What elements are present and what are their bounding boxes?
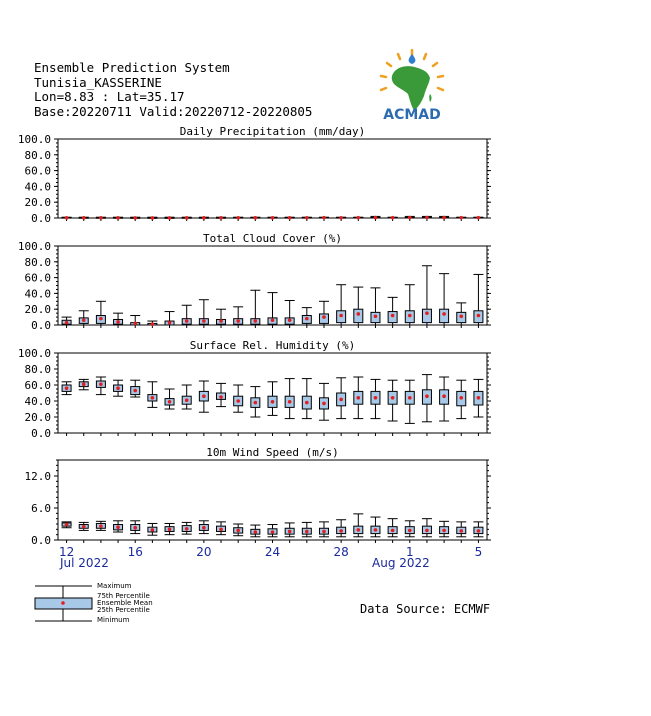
mean-marker — [151, 216, 155, 220]
y-tick-label: 100.0 — [17, 347, 51, 360]
y-tick-label: 0.0 — [31, 212, 51, 225]
y-tick-label: 100.0 — [17, 240, 51, 253]
mean-marker — [99, 317, 103, 321]
mean-marker — [357, 312, 361, 316]
mean-marker — [425, 394, 429, 398]
mean-marker — [116, 386, 120, 390]
mean-marker — [82, 382, 86, 386]
y-tick-label: 60.0 — [24, 164, 51, 178]
mean-marker — [322, 530, 326, 534]
mean-marker — [82, 318, 86, 322]
y-tick-label: 20.0 — [24, 411, 51, 424]
x-tick-label: 1 — [405, 545, 414, 559]
y-tick-label: 80.0 — [24, 363, 51, 376]
mean-marker — [254, 319, 258, 323]
mean-marker — [99, 524, 103, 528]
x-tick-label: 16 — [127, 545, 143, 559]
mean-marker — [459, 216, 463, 220]
mean-marker — [391, 314, 395, 318]
x-tick-label: 28 — [333, 545, 349, 559]
x-month-label-aug: Aug 2022 — [372, 556, 430, 570]
mean-marker — [116, 525, 120, 529]
y-tick-label: 0.0 — [31, 427, 51, 440]
mean-marker — [202, 526, 206, 530]
panel-title: Total Cloud Cover (%) — [202, 232, 343, 245]
legend-label-25th: 25th Percentile — [97, 606, 150, 614]
legend-label-minimum: Minimum — [97, 616, 130, 624]
mean-marker — [425, 311, 429, 315]
mean-marker — [288, 216, 292, 220]
panel-1 — [18, 232, 491, 332]
mean-marker — [254, 401, 258, 405]
mean-marker — [202, 394, 206, 398]
mean-marker — [236, 216, 240, 220]
mean-marker — [408, 216, 412, 220]
mean-marker — [391, 529, 395, 533]
mean-marker — [357, 396, 361, 400]
mean-marker — [288, 530, 292, 534]
y-tick-label: 100.0 — [17, 133, 51, 146]
mean-marker — [116, 320, 120, 324]
x-month-label-jul: Jul 2022 — [60, 556, 109, 570]
mean-marker — [219, 528, 223, 532]
mean-marker — [202, 216, 206, 220]
mean-marker — [185, 527, 189, 531]
mean-marker — [271, 400, 275, 404]
mean-marker — [133, 216, 137, 220]
mean-marker — [357, 528, 361, 532]
data-source: Data Source: ECMWF — [360, 602, 491, 616]
y-tick-label: 0.0 — [31, 534, 51, 547]
mean-marker — [391, 396, 395, 400]
mean-marker — [168, 216, 172, 220]
mean-marker — [168, 321, 172, 325]
mean-marker — [236, 399, 240, 403]
panel-2 — [18, 339, 491, 440]
mean-marker — [442, 216, 446, 220]
mean-marker — [151, 322, 155, 326]
y-tick-label: 60.0 — [24, 271, 51, 285]
iqr-box — [422, 309, 431, 322]
mean-marker — [65, 386, 69, 390]
mean-marker — [408, 396, 412, 400]
mean-marker — [254, 530, 258, 534]
mean-marker — [374, 528, 378, 532]
mean-marker — [236, 319, 240, 323]
mean-marker — [65, 321, 69, 325]
x-tick-label: 24 — [264, 545, 281, 559]
y-tick-label: 20.0 — [24, 303, 51, 317]
mean-marker — [168, 528, 172, 532]
y-tick-label: 0.0 — [31, 319, 51, 332]
mean-marker — [339, 398, 343, 402]
mean-marker — [219, 395, 223, 399]
mean-marker — [425, 216, 429, 220]
mean-marker — [271, 318, 275, 322]
mean-marker — [133, 389, 137, 393]
mean-marker — [133, 526, 137, 530]
header-location: Tunisia_KASSERINE — [34, 75, 162, 90]
y-tick-label: 80.0 — [24, 255, 51, 269]
y-tick-label: 80.0 — [24, 148, 51, 162]
mean-marker — [151, 528, 155, 532]
panel-frame — [58, 139, 487, 218]
y-tick-label: 12.0 — [24, 470, 51, 483]
x-tick-label: 5 — [474, 545, 483, 559]
mean-marker — [202, 319, 206, 323]
mean-marker — [408, 529, 412, 533]
mean-marker — [459, 315, 463, 319]
y-tick-label: 20.0 — [24, 196, 51, 210]
mean-marker — [236, 529, 240, 533]
mean-marker — [65, 216, 69, 220]
mean-marker — [442, 394, 446, 398]
mean-marker — [151, 396, 155, 400]
mean-marker — [322, 216, 326, 220]
y-tick-label: 6.0 — [31, 502, 51, 515]
mean-marker — [322, 315, 326, 319]
legend-label-75th: 75th Percentile — [97, 592, 150, 600]
legend-label-mean: Ensemble Mean — [97, 599, 153, 607]
y-tick-label: 40.0 — [24, 180, 51, 194]
mean-marker — [477, 216, 481, 220]
mean-marker — [374, 315, 378, 319]
iqr-box — [440, 309, 449, 322]
mean-marker — [288, 400, 292, 404]
mean-marker — [65, 523, 69, 527]
mean-marker — [374, 396, 378, 400]
x-tick-label: 12 — [58, 545, 75, 559]
legend-mean-marker — [61, 601, 65, 605]
mean-marker — [477, 396, 481, 400]
mean-marker — [82, 525, 86, 529]
logo-text: ACMAD — [383, 107, 441, 123]
mean-marker — [254, 216, 258, 220]
mean-marker — [219, 319, 223, 323]
header-system-title: Ensemble Prediction System — [34, 60, 230, 75]
mean-marker — [339, 314, 343, 318]
panel-3 — [25, 446, 492, 559]
mean-marker — [185, 319, 189, 323]
mean-marker — [185, 398, 189, 402]
panel-title: Daily Precipitation (mm/day) — [179, 125, 366, 138]
mean-marker — [305, 216, 309, 220]
mean-marker — [116, 216, 120, 220]
y-tick-label: 60.0 — [24, 379, 51, 392]
mean-marker — [288, 318, 292, 322]
y-tick-label: 40.0 — [24, 287, 51, 301]
mean-marker — [357, 216, 361, 220]
panel-title: 10m Wind Speed (m/s) — [206, 446, 339, 459]
mean-marker — [305, 401, 309, 405]
panel-0 — [18, 125, 491, 225]
mean-marker — [459, 396, 463, 400]
mean-marker — [442, 529, 446, 533]
panel-title: Surface Rel. Humidity (%) — [189, 339, 356, 352]
mean-marker — [408, 314, 412, 318]
x-tick-label: 20 — [196, 545, 212, 559]
header-dates: Base:20220711 Valid:20220712-20220805 — [34, 104, 313, 119]
mean-marker — [99, 382, 103, 386]
header-coordinates: Lon=8.83 : Lat=35.17 — [34, 89, 185, 104]
mean-marker — [339, 216, 343, 220]
mean-marker — [477, 529, 481, 533]
mean-marker — [477, 314, 481, 318]
y-tick-label: 40.0 — [24, 395, 51, 408]
mean-marker — [82, 216, 86, 220]
mean-marker — [133, 322, 137, 326]
mean-marker — [374, 216, 378, 220]
mean-marker — [271, 216, 275, 220]
mean-marker — [168, 400, 172, 404]
mean-marker — [219, 216, 223, 220]
mean-marker — [322, 402, 326, 406]
mean-marker — [271, 530, 275, 534]
iqr-box — [354, 309, 363, 322]
mean-marker — [425, 529, 429, 533]
mean-marker — [305, 530, 309, 534]
mean-marker — [391, 216, 395, 220]
mean-marker — [305, 317, 309, 321]
mean-marker — [459, 529, 463, 533]
legend-glyph — [35, 586, 92, 621]
mean-marker — [442, 312, 446, 316]
legend-label-maximum: Maximum — [97, 582, 132, 590]
mean-marker — [185, 216, 189, 220]
mean-marker — [99, 216, 103, 220]
mean-marker — [339, 529, 343, 533]
